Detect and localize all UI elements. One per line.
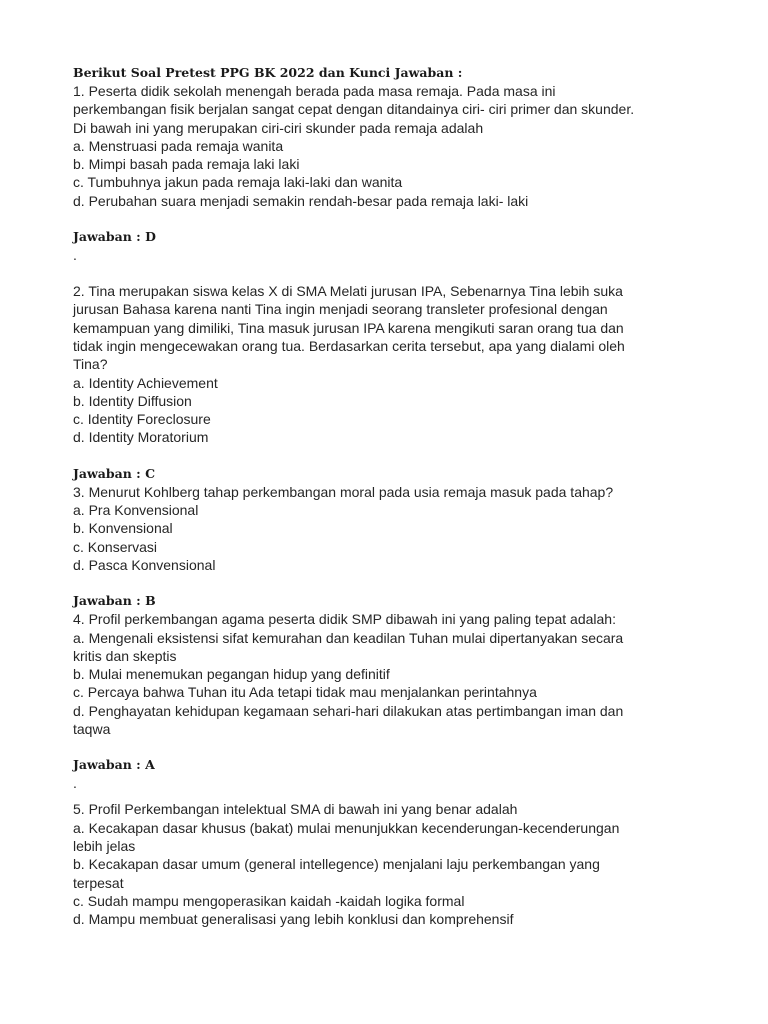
question-text-line: tidak ingin mengecewakan orang tua. Berdasarkan cerita tersebut, apa yang dialami oleh — [73, 337, 625, 354]
question-text-line: kemampuan yang dimiliki, Tina masuk jurusan IPA karena mengikuti saran orang tua dan — [73, 319, 624, 336]
answer-option: b. Kecakapan dasar umum (general intellegence) menjalani laju perkembangan yang — [73, 856, 600, 873]
question-text-line: 3. Menurut Kohlberg tahap perkembangan moral pada usia remaja masuk pada tahap? — [73, 483, 614, 500]
document-content — [73, 64, 713, 928]
answer-option: a. Kecakapan dasar khusus (bakat) mulai menunjukkan kecenderungan-kecenderungan — [73, 819, 620, 836]
answer-option: a. Identity Achievement — [73, 374, 218, 391]
question-2 — [73, 282, 713, 447]
question-text-line: 1. Peserta didik sekolah menengah berada pada masa remaja. Pada masa ini — [73, 83, 556, 99]
answer-key: Jawaban : B — [73, 593, 156, 609]
spacer — [73, 210, 713, 228]
spacer — [73, 447, 713, 465]
dot-marker: . — [73, 247, 77, 264]
answer-option: d. Mampu membuat generalisasi yang lebih konklusi dan komprehensif — [73, 911, 514, 928]
question-text-line: 5. Profil Perkembangan intelektual SMA di bawah ini yang benar adalah — [73, 801, 518, 818]
answer-option: c. Identity Foreclosure — [73, 411, 211, 428]
question-4 — [73, 610, 713, 738]
answer-option: taqwa — [73, 721, 111, 738]
answer-option: terpesat — [73, 874, 124, 891]
answer-option: kritis dan skeptis — [73, 647, 177, 664]
question-text-line: jurusan Bahasa karena nanti Tina ingin menjadi seorang transleter profesional dengan — [73, 301, 608, 318]
answer-option: c. Tumbuhnya jakun pada remaja laki-laki dan wanita — [73, 174, 403, 191]
spacer — [73, 792, 713, 800]
answer-option: a. Mengenali eksistensi sifat kemurahan dan keadilan Tuhan mulai dipertanyakan secara — [73, 629, 624, 646]
answer-option: d. Perubahan suara menjadi semakin rendah-besar pada remaja laki- laki — [73, 192, 529, 209]
answer-option: c. Percaya bahwa Tuhan itu Ada tetapi tidak mau menjalankan perintahnya — [73, 684, 537, 701]
dot-marker: . — [73, 775, 77, 792]
question-text-line: Di bawah ini yang merupakan ciri-ciri skunder pada remaja adalah — [73, 119, 484, 136]
question-1 — [73, 82, 713, 210]
answer-option: b. Identity Diffusion — [73, 392, 192, 409]
question-text-line: Tina? — [73, 356, 108, 373]
question-text-line: 4. Profil perkembangan agama peserta didik SMP dibawah ini yang paling tepat adalah: — [73, 611, 616, 628]
question-text-line: 2. Tina merupakan siswa kelas X di SMA Melati jurusan IPA, Sebenarnya Tina lebih suka — [73, 283, 623, 300]
answer-option: d. Identity Moratorium — [73, 429, 209, 446]
question-3 — [73, 483, 713, 574]
answer-option: b. Mulai menemukan pegangan hidup yang definitif — [73, 666, 390, 683]
document-heading: Berikut Soal Pretest PPG BK 2022 dan Kunci Jawaban : — [73, 65, 463, 80]
answer-option: d. Pasca Konvensional — [73, 556, 216, 573]
question-5 — [73, 800, 713, 928]
spacer — [73, 264, 713, 282]
answer-key: Jawaban : D — [73, 229, 156, 245]
answer-key: Jawaban : A — [73, 757, 155, 773]
answer-option: b. Konvensional — [73, 520, 173, 537]
answer-key: Jawaban : C — [73, 465, 156, 481]
answer-option: lebih jelas — [73, 837, 136, 854]
answer-option: d. Penghayatan kehidupan kegamaan sehari-hari dilakukan atas pertimbangan iman dan — [73, 702, 624, 719]
spacer — [73, 574, 713, 592]
spacer — [73, 738, 713, 756]
answer-option: c. Sudah mampu mengoperasikan kaidah -kaidah logika formal — [73, 892, 465, 909]
answer-option: a. Pra Konvensional — [73, 502, 199, 519]
answer-option: b. Mimpi basah pada remaja laki laki — [73, 156, 300, 173]
answer-option: a. Menstruasi pada remaja wanita — [73, 137, 284, 154]
answer-option: c. Konservasi — [73, 538, 158, 555]
question-text-line: perkembangan fisik berjalan sangat cepat dengan ditandainya ciri- ciri primer dan skunder. — [73, 101, 635, 118]
